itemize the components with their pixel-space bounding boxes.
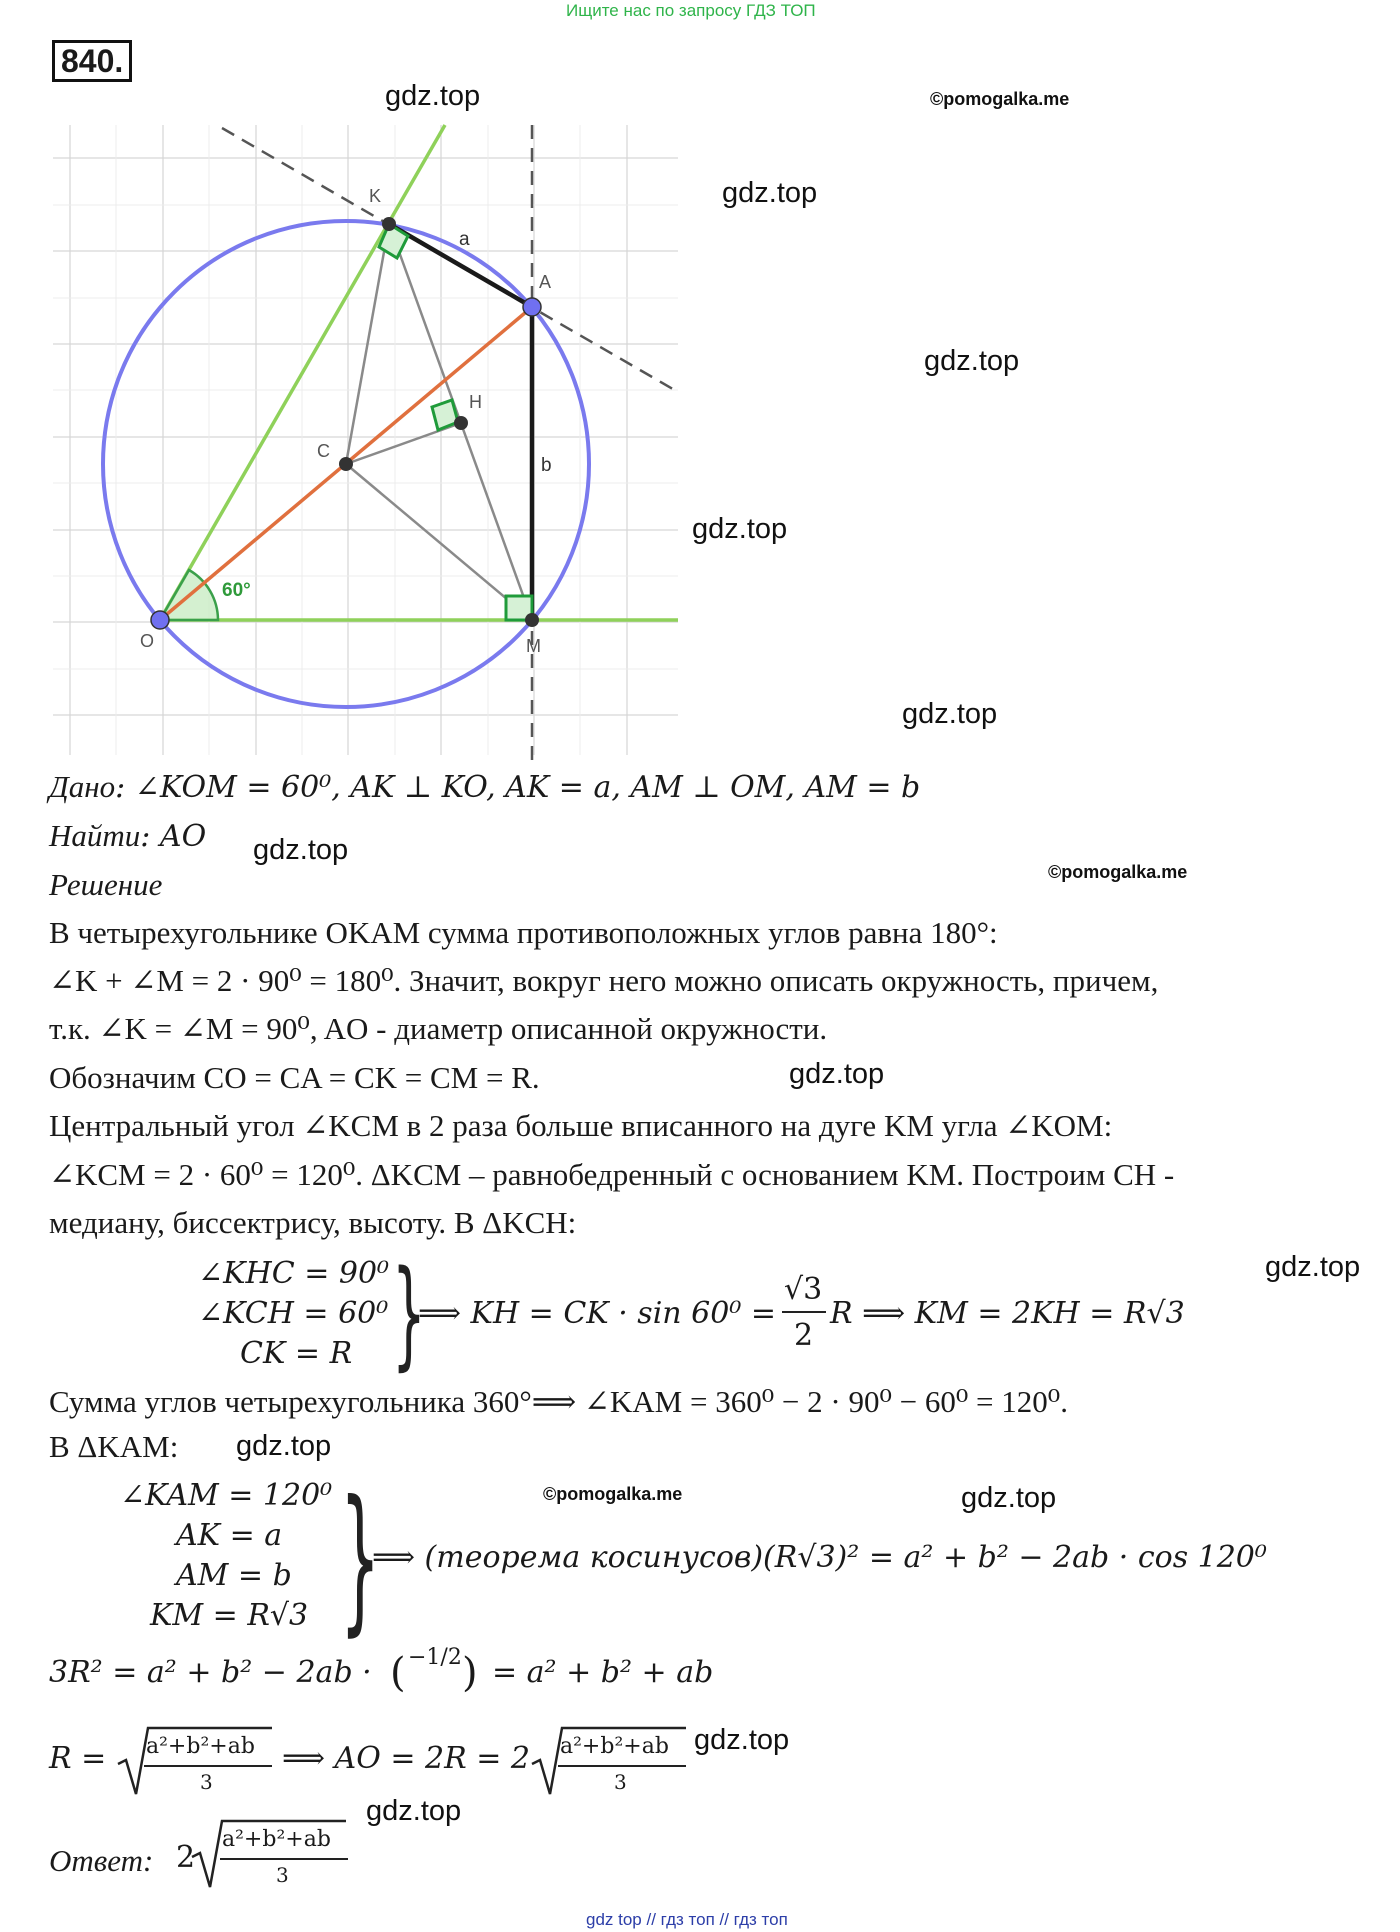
- equation-3R2-left: 3R² = a² + b² − 2ab ·: [49, 1655, 372, 1690]
- sqrt-den-1: 3: [200, 1770, 213, 1794]
- solution-line-7: медиану, биссектрису, высоту. В ΔKCH:: [49, 1205, 577, 1240]
- sqrt-num-2: a²+b²+ab: [560, 1734, 669, 1759]
- watermark-copyright: ©pomogalka.me: [1048, 862, 1188, 882]
- grid: [53, 125, 678, 755]
- label-b: b: [541, 455, 552, 476]
- system2-row: ∠KAM = 120⁰: [120, 1478, 333, 1513]
- label-A: A: [539, 272, 552, 292]
- system1-brace: }: [392, 1244, 426, 1382]
- solution-line-2: ∠K + ∠M = 2 · 90⁰ = 180⁰. Значит, вокруг него можно описать окружность, причем,: [49, 963, 1159, 998]
- watermark-gdz: gdz.top: [692, 513, 788, 545]
- solution-label: Решение: [49, 867, 163, 902]
- footer-links[interactable]: gdz top // гдз топ // гдз топ: [586, 1910, 788, 1929]
- point-K: [382, 217, 396, 231]
- system2-row: AM = b: [176, 1558, 292, 1593]
- label-M: M: [526, 636, 541, 656]
- watermark-gdz: gdz.top: [385, 80, 481, 112]
- find-line: Найти: AO: [49, 818, 207, 854]
- answer-den: 3: [276, 1863, 289, 1887]
- r-lhs: R =: [49, 1741, 107, 1776]
- point-O: [151, 611, 169, 629]
- solution-line-4: Обозначим CO = CA = CK = CM = R.: [49, 1060, 540, 1095]
- fraction-bar: [220, 1858, 348, 1860]
- watermark-gdz: gdz.top: [1265, 1251, 1361, 1283]
- watermark-gdz: gdz.top: [722, 177, 818, 209]
- solution-line-9: В ΔKAM:: [49, 1429, 179, 1464]
- system1-frac-num: √3: [784, 1272, 823, 1307]
- system1-row: ∠KCH = 60⁰: [198, 1296, 389, 1331]
- watermark-copyright: ©pomogalka.me: [543, 1484, 683, 1504]
- solution-line-3: т.к. ∠K = ∠M = 90⁰, AO - диаметр описанной окружности.: [49, 1011, 828, 1046]
- label-O: O: [140, 631, 155, 651]
- answer-num: a²+b²+ab: [222, 1827, 331, 1852]
- point-M: [525, 613, 539, 627]
- system1-row: ∠KHC = 90⁰: [198, 1256, 390, 1291]
- system1-tail: R ⟹ KM = 2KH = R√3: [830, 1296, 1185, 1331]
- watermark-gdz: gdz.top: [366, 1795, 462, 1827]
- system1-row: CK = R: [240, 1336, 353, 1371]
- watermark-gdz: gdz.top: [789, 1058, 885, 1090]
- solution-line-6: ∠KCM = 2 · 60⁰ = 120⁰. ΔKCM – равнобедренный с основанием KM. Построим CH -: [49, 1157, 1175, 1192]
- label-C: C: [317, 441, 330, 461]
- sqrt-den-2: 3: [614, 1770, 627, 1794]
- solution-line-5: Центральный угол ∠KCM в 2 раза больше вписанного на дуге KM угла ∠KOM:: [49, 1108, 1113, 1143]
- watermark-copyright: ©pomogalka.me: [930, 89, 1070, 109]
- watermark-gdz: gdz.top: [694, 1724, 790, 1756]
- geometry-figure: [0, 0, 700, 770]
- paren-open: (: [390, 1650, 406, 1696]
- label-K: K: [369, 186, 382, 206]
- solution-line-1: В четырехугольнике OKAM сумма противоположных углов равна 180°:: [49, 915, 998, 950]
- watermark-gdz: gdz.top: [236, 1430, 332, 1462]
- point-A: [523, 298, 541, 316]
- sqrt-num-1: a²+b²+ab: [146, 1734, 255, 1759]
- problem-number: 840.: [52, 40, 132, 82]
- fraction-bar: [144, 1765, 272, 1767]
- answer-label: Ответ:: [49, 1843, 154, 1878]
- answer-coefficient: 2: [176, 1840, 196, 1875]
- paren-close: ): [462, 1650, 478, 1696]
- fraction-bar: [558, 1765, 686, 1767]
- label-H: H: [469, 392, 482, 412]
- system1-frac-den: 2: [794, 1318, 814, 1353]
- system2-row: AK = a: [176, 1518, 283, 1553]
- solution-line-8: Сумма углов четырехугольника 360°⟹ ∠KAM = 360⁰ − 2 · 90⁰ − 60⁰ = 120⁰.: [49, 1384, 1068, 1419]
- point-C: [339, 457, 353, 471]
- system2-result: ⟹ (теорема косинусов)(R√3)² = a² + b² − 2ab · cos 120⁰: [372, 1540, 1267, 1575]
- fraction-bar: [782, 1311, 826, 1313]
- watermark-gdz: gdz.top: [961, 1482, 1057, 1514]
- equation-3R2-right: = a² + b² + ab: [492, 1655, 714, 1690]
- label-angle: 60°: [222, 580, 251, 601]
- fraction-minus-half: −1/2: [408, 1645, 462, 1670]
- system2-brace: }: [340, 1467, 381, 1651]
- top-search-link[interactable]: Ищите нас по запросу ГДЗ ТОП: [566, 1, 816, 20]
- system1-result: ⟹ KH = CK · sin 60⁰ =: [418, 1296, 777, 1331]
- r-middle: ⟹ AO = 2R = 2: [282, 1741, 530, 1776]
- watermark-gdz: gdz.top: [924, 345, 1020, 377]
- given-line: Дано: ∠KOM = 60⁰, AK ⊥ KO, AK = a, AM ⊥ OM, AM = b: [49, 769, 921, 805]
- watermark-gdz: gdz.top: [253, 834, 349, 866]
- point-H: [454, 416, 468, 430]
- watermark-gdz: gdz.top: [902, 698, 998, 730]
- label-a: a: [459, 229, 470, 250]
- system2-row: KM = R√3: [150, 1598, 309, 1633]
